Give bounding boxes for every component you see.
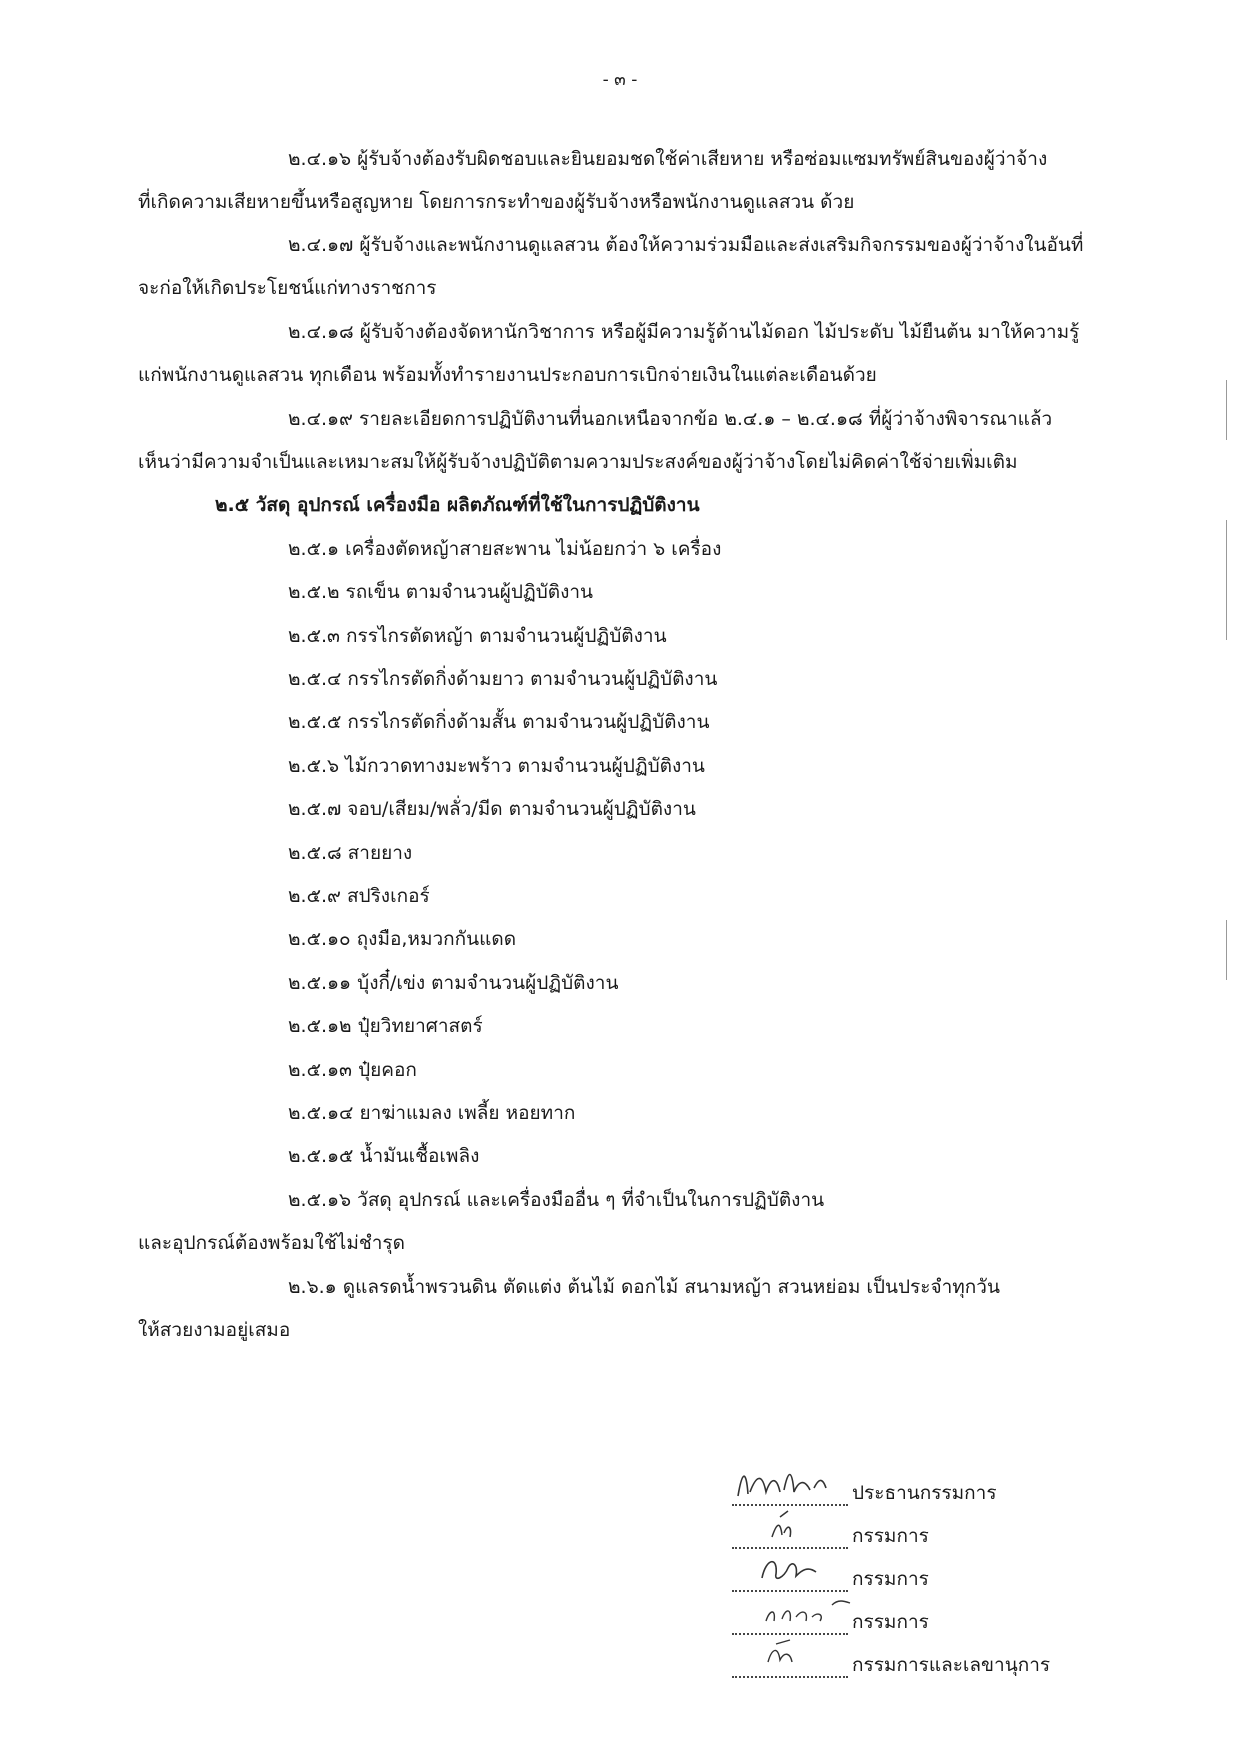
page-number: - ๓ -	[602, 70, 638, 90]
signature-line	[732, 1527, 848, 1549]
signature-line	[732, 1613, 848, 1635]
list-item: ๒.๕.๑๓ ปุ๋ยคอก	[288, 1059, 417, 1081]
signature-scribble	[732, 1591, 872, 1631]
scan-margin-mark	[1226, 380, 1227, 440]
paragraph-2-4-16-line-2: ที่เกิดความเสียหายขึ้นหรือสูญหาย โดยการกระทำของผู้รับจ้างหรือพนักงานดูแลสวน ด้วย	[138, 191, 855, 213]
paragraph-2-4-19-line-2: เห็นว่ามีความจำเป็นและเหมาะสมให้ผู้รับจ้างปฏิบัติตามความประสงค์ของผู้ว่าจ้างโดยไม่คิดค่าใช้จ่ายเพิ่มเติม	[138, 451, 1018, 473]
signature-row-secretary	[732, 1652, 1050, 1678]
signature-role: กรรมการ	[852, 1525, 929, 1547]
item-2-6-1-line-1: ๒.๖.๑ ดูแลรดน้ำพรวนดิน ตัดแต่ง ต้นไม้ ดอกไม้ สนามหญ้า สวนหย่อม เป็นประจำทุกวัน	[288, 1276, 1000, 1298]
signature-row-chairman	[732, 1480, 997, 1506]
list-item: ๒.๕.๑๕ น้ำมันเชื้อเพลิง	[288, 1145, 480, 1167]
item-2-5-16-line-2: และอุปกรณ์ต้องพร้อมใช้ไม่ชำรุด	[138, 1232, 405, 1254]
paragraph-2-4-17-line-2: จะก่อให้เกิดประโยชน์แก่ทางราชการ	[138, 277, 437, 299]
signature-line	[732, 1484, 848, 1506]
signature-role: กรรมการ	[852, 1568, 929, 1590]
list-item: ๒.๕.๙ สปริงเกอร์	[288, 885, 430, 907]
signature-row-member-1	[732, 1523, 929, 1549]
signature-role: ประธานกรรมการ	[852, 1482, 997, 1504]
item-2-6-1-line-2: ให้สวยงามอยู่เสมอ	[138, 1319, 291, 1341]
signature-scribble	[732, 1634, 842, 1674]
signature-row-member-3	[732, 1609, 929, 1635]
signature-row-member-2	[732, 1566, 929, 1592]
signature-scribble	[732, 1462, 842, 1502]
list-item: ๒.๕.๒ รถเข็น ตามจำนวนผู้ปฏิบัติงาน	[288, 581, 594, 603]
signature-role: กรรมการและเลขานุการ	[852, 1654, 1051, 1676]
signature-role: กรรมการ	[852, 1611, 929, 1633]
list-item: ๒.๕.๑๑ บุ้งกี๋/เข่ง ตามจำนวนผู้ปฏิบัติงาน	[288, 972, 619, 994]
signature-line	[732, 1570, 848, 1592]
list-item: ๒.๕.๘ สายยาง	[288, 842, 413, 864]
scan-margin-mark	[1226, 920, 1227, 980]
scan-margin-mark	[1226, 520, 1227, 640]
signature-scribble	[732, 1548, 842, 1588]
list-item: ๒.๕.๓ กรรไกรตัดหญ้า ตามจำนวนผู้ปฏิบัติงาน	[288, 625, 667, 647]
paragraph-2-4-16-line-1: ๒.๔.๑๖ ผู้รับจ้างต้องรับผิดชอบและยินยอมชดใช้ค่าเสียหาย หรือซ่อมแซมทรัพย์สินของผู้ว่าจ้าง	[288, 148, 1048, 170]
list-item: ๒.๕.๔ กรรไกรตัดกิ่งด้ามยาว ตามจำนวนผู้ปฏิบัติงาน	[288, 668, 718, 690]
signature-scribble	[732, 1505, 842, 1545]
paragraph-2-4-18-line-2: แก่พนักงานดูแลสวน ทุกเดือน พร้อมทั้งทำรายงานประกอบการเบิกจ่ายเงินในแต่ละเดือนด้วย	[138, 364, 877, 386]
list-item: ๒.๕.๖ ไม้กวาดทางมะพร้าว ตามจำนวนผู้ปฏิบัติงาน	[288, 755, 705, 777]
signature-line	[732, 1656, 848, 1678]
item-2-5-16-line-1: ๒.๕.๑๖ วัสดุ อุปกรณ์ และเครื่องมืออื่น ๆ ที่จำเป็นในการปฏิบัติงาน	[288, 1189, 825, 1211]
list-item: ๒.๕.๑๔ ยาฆ่าแมลง เพลี้ย หอยทาก	[288, 1102, 576, 1124]
list-item: ๒.๕.๑๐ ถุงมือ,หมวกกันแดด	[288, 928, 517, 950]
section-2-5-heading: ๒.๕ วัสดุ อุปกรณ์ เครื่องมือ ผลิตภัณฑ์ที่ใช้ในการปฏิบัติงาน	[215, 494, 700, 516]
paragraph-2-4-19-line-1: ๒.๔.๑๙ รายละเอียดการปฏิบัติงานที่นอกเหนือจากข้อ ๒.๔.๑ – ๒.๔.๑๘ ที่ผู้ว่าจ้างพิจารณาแล้ว	[288, 408, 1053, 430]
list-item: ๒.๕.๕ กรรไกรตัดกิ่งด้ามสั้น ตามจำนวนผู้ปฏิบัติงาน	[288, 711, 710, 733]
paragraph-2-4-17-line-1: ๒.๔.๑๗ ผู้รับจ้างและพนักงานดูแลสวน ต้องให้ความร่วมมือและส่งเสริมกิจกรรมของผู้ว่าจ้างในอันที่	[288, 234, 1084, 256]
list-item: ๒.๕.๑๒ ปุ๋ยวิทยาศาสตร์	[288, 1015, 483, 1037]
paragraph-2-4-18-line-1: ๒.๔.๑๘ ผู้รับจ้างต้องจัดหานักวิชาการ หรือผู้มีความรู้ด้านไม้ดอก ไม้ประดับ ไม้ยืนต้น มาให้ความรู้	[288, 321, 1080, 343]
list-item: ๒.๕.๗ จอบ/เสียม/พลั่ว/มีด ตามจำนวนผู้ปฏิบัติงาน	[288, 798, 696, 820]
list-item: ๒.๕.๑ เครื่องตัดหญ้าสายสะพาน ไม่น้อยกว่า ๖ เครื่อง	[288, 538, 722, 560]
